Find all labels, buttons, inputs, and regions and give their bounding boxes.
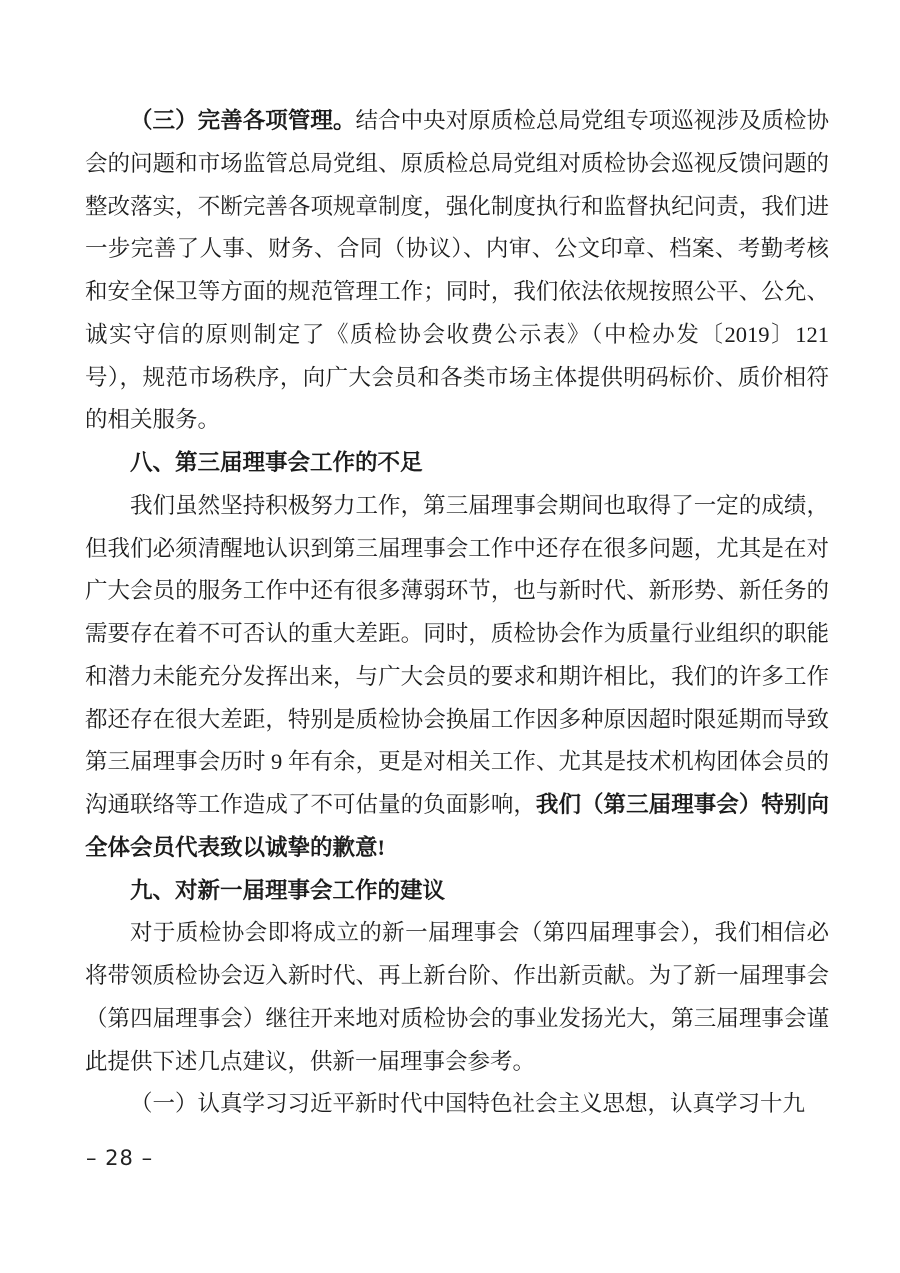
paragraph-management-bold-lead: （三）完善各项管理。 bbox=[130, 108, 356, 133]
paragraph-shortcomings-text: 我们虽然坚持积极努力工作，第三届理事会期间也取得了一定的成绩，但我们必须清醒地认识到第三届理事会工作中还存在很多问题，尤其是在对广大会员的服务工作中还有很多薄弱环节，也与新时代、新形势、新任务的需要存在着不可否认的重大差距。同时，质检协会作为质量行业组织的职能和潜力未能充分发挥出来，与广大会员的要求和期许相比，我们的许多工作都还存在很大差距，特别是质检协会换届工作因多种原因超时限延期而导致第三届理事会历时 9 年有余，更是对相关工作、尤其是技术机构团体会员的沟通联络等工作造成了不可估量的负面影响， bbox=[85, 492, 829, 817]
document-content bbox=[85, 100, 829, 1126]
paragraph-shortcomings-bold-tail: 我们（第三届理事会）特别向全体会员代表致以诚挚的歉意! bbox=[85, 792, 829, 860]
paragraph-shortcomings bbox=[85, 485, 829, 870]
section-heading-8: 八、第三届理事会工作的不足 bbox=[130, 450, 423, 475]
paragraph-management bbox=[85, 100, 829, 442]
page-number: – 28 – bbox=[86, 1146, 154, 1170]
paragraph-item-1: （一）认真学习习近平新时代中国特色社会主义思想，认真学习十九 bbox=[130, 1091, 806, 1117]
section-heading-9: 九、对新一届理事会工作的建议 bbox=[130, 877, 446, 903]
paragraph-management-text: 结合中央对原质检总局党组专项巡视涉及质检协会的问题和市场监管总局党组、原质检总局党组对质检协会巡视反馈问题的整改落实，不断完善各项规章制度，强化制度执行和监督执纪问责，我们进一步完善了人事、财务、合同（协议）、内审、公文印章、档案、考勤考核和安全保卫等方面的规范管理工作；同时，我们依法依规按照公平、公允、诚实守信的原则制定了《质检协会收费公示表》（中检办发〔2019〕121 号），规范市场秩序，向广大会员和各类市场主体提供明码标价、质价相符的相关服务。 bbox=[85, 108, 829, 433]
paragraph-suggestions: 对于质检协会即将成立的新一届理事会（第四届理事会），我们相信必将带领质检协会迈入新时代、再上新台阶、作出新贡献。为了新一届理事会（第四届理事会）继往开来地对质检协会的事业发扬光大，第三届理事会谨此提供下述几点建议，供新一届理事会参考。 bbox=[85, 920, 829, 1074]
